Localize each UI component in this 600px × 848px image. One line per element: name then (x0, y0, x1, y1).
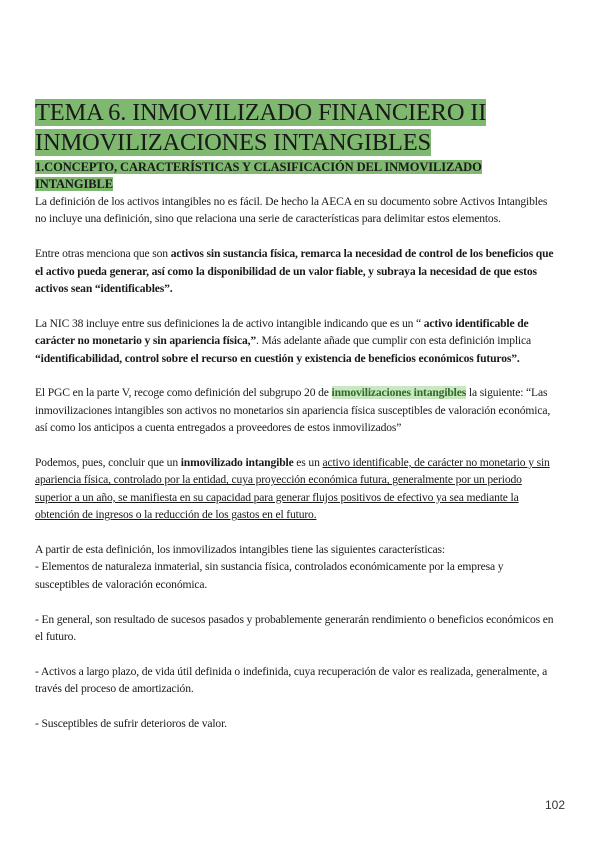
conclusion-underlined: activo identificable, de carácter no monetario y sin apariencia física, controlado por la entidad, cuya proyección económica futura, generalmente por un periodo superior a un año, se manifiesta en su capacidad para generar flujos positivos de efectivo ya sea mediante la obtención de ingresos o la reducción de los gastos en el futuro. (35, 456, 550, 522)
conclusion-text-a: Podemos, pues, concluir que un (35, 456, 181, 470)
paragraph-aeca (35, 245, 560, 297)
paragraph-conclusion (35, 454, 560, 524)
conclusion-bold: inmovilizado intangible (180, 456, 294, 470)
title-line-1: TEMA 6. INMOVILIZADO FINANCIERO II (35, 99, 487, 126)
conclusion-text-b: es un (293, 456, 323, 470)
pgc-highlight: inmovilizaciones intangibles (331, 386, 467, 400)
nic38-bold-a: activo identificable de carácter no monetario y sin apariencia física,” (35, 316, 529, 348)
section-heading-line-2: INTANGIBLE (35, 177, 113, 191)
page-title (35, 98, 560, 158)
characteristics-intro: A partir de esta definición, los inmovilizados intangibles tiene las siguientes características: (35, 543, 445, 557)
paragraph-characteristics (35, 541, 560, 593)
title-line-2: INMOVILIZACIONES INTANGIBLES (35, 129, 431, 156)
nic38-bold-b: “identificabilidad, control sobre el recurso en cuestión y existencia de beneficios económicos futuros”. (35, 351, 520, 365)
paragraph-nic38 (35, 315, 560, 367)
characteristic-2: - En general, son resultado de sucesos pasados y probablemente generarán rendimiento o beneficios económicos en el futuro. (35, 612, 554, 644)
aeca-text: Entre otras menciona que son (35, 247, 171, 261)
nic38-text-a: La NIC 38 incluye entre sus definiciones la de activo intangible indicando que es un “ (35, 316, 424, 330)
pgc-text-b: la siguiente: “Las inmovilizaciones intangibles son activos no monetarios sin apariencia física susceptibles de valoración económica, así como los anticipos a cuenta entregados a proveedores de estos inmovilizados” (35, 386, 551, 435)
nic38-text-b: . Más adelante añade que cumplir con esta definición implica (256, 334, 531, 348)
aeca-bold: activos sin sustancia física, remarca la necesidad de control de los beneficios que el activo pueda generar, así como la disponibilidad de un valor fiable, y subraya la necesidad de que estos activos sean “identificables”. (35, 247, 554, 296)
section-heading (35, 159, 560, 193)
section-heading-line-1: 1.CONCEPTO, CARACTERÍSTICAS Y CLASIFICACIÓN DEL INMOVILIZADO (35, 160, 482, 174)
pgc-text-a: El PGC en la parte V, recoge como definición del subgrupo 20 de (35, 386, 332, 400)
characteristic-4: - Susceptibles de sufrir deterioros de valor. (35, 717, 227, 731)
document-page (35, 98, 560, 732)
paragraph-pgc (35, 384, 560, 436)
paragraph-definition-difficulty: La definición de los activos intangibles no es fácil. De hecho la AECA en su documento sobre Activos Intangibles no incluye una definición, sino que relaciona una serie de características para delimitar estos elementos. (35, 195, 548, 226)
page-number: 102 (545, 798, 566, 812)
characteristic-1: - Elementos de naturaleza inmaterial, sin sustancia física, controlados económicamente por la empresa y susceptibles de valoración económica. (35, 560, 504, 591)
characteristic-3: - Activos a largo plazo, de vida útil definida o indefinida, cuya recuperación de valor es realizada, generalmente, a través del proceso de amortización. (35, 664, 548, 696)
